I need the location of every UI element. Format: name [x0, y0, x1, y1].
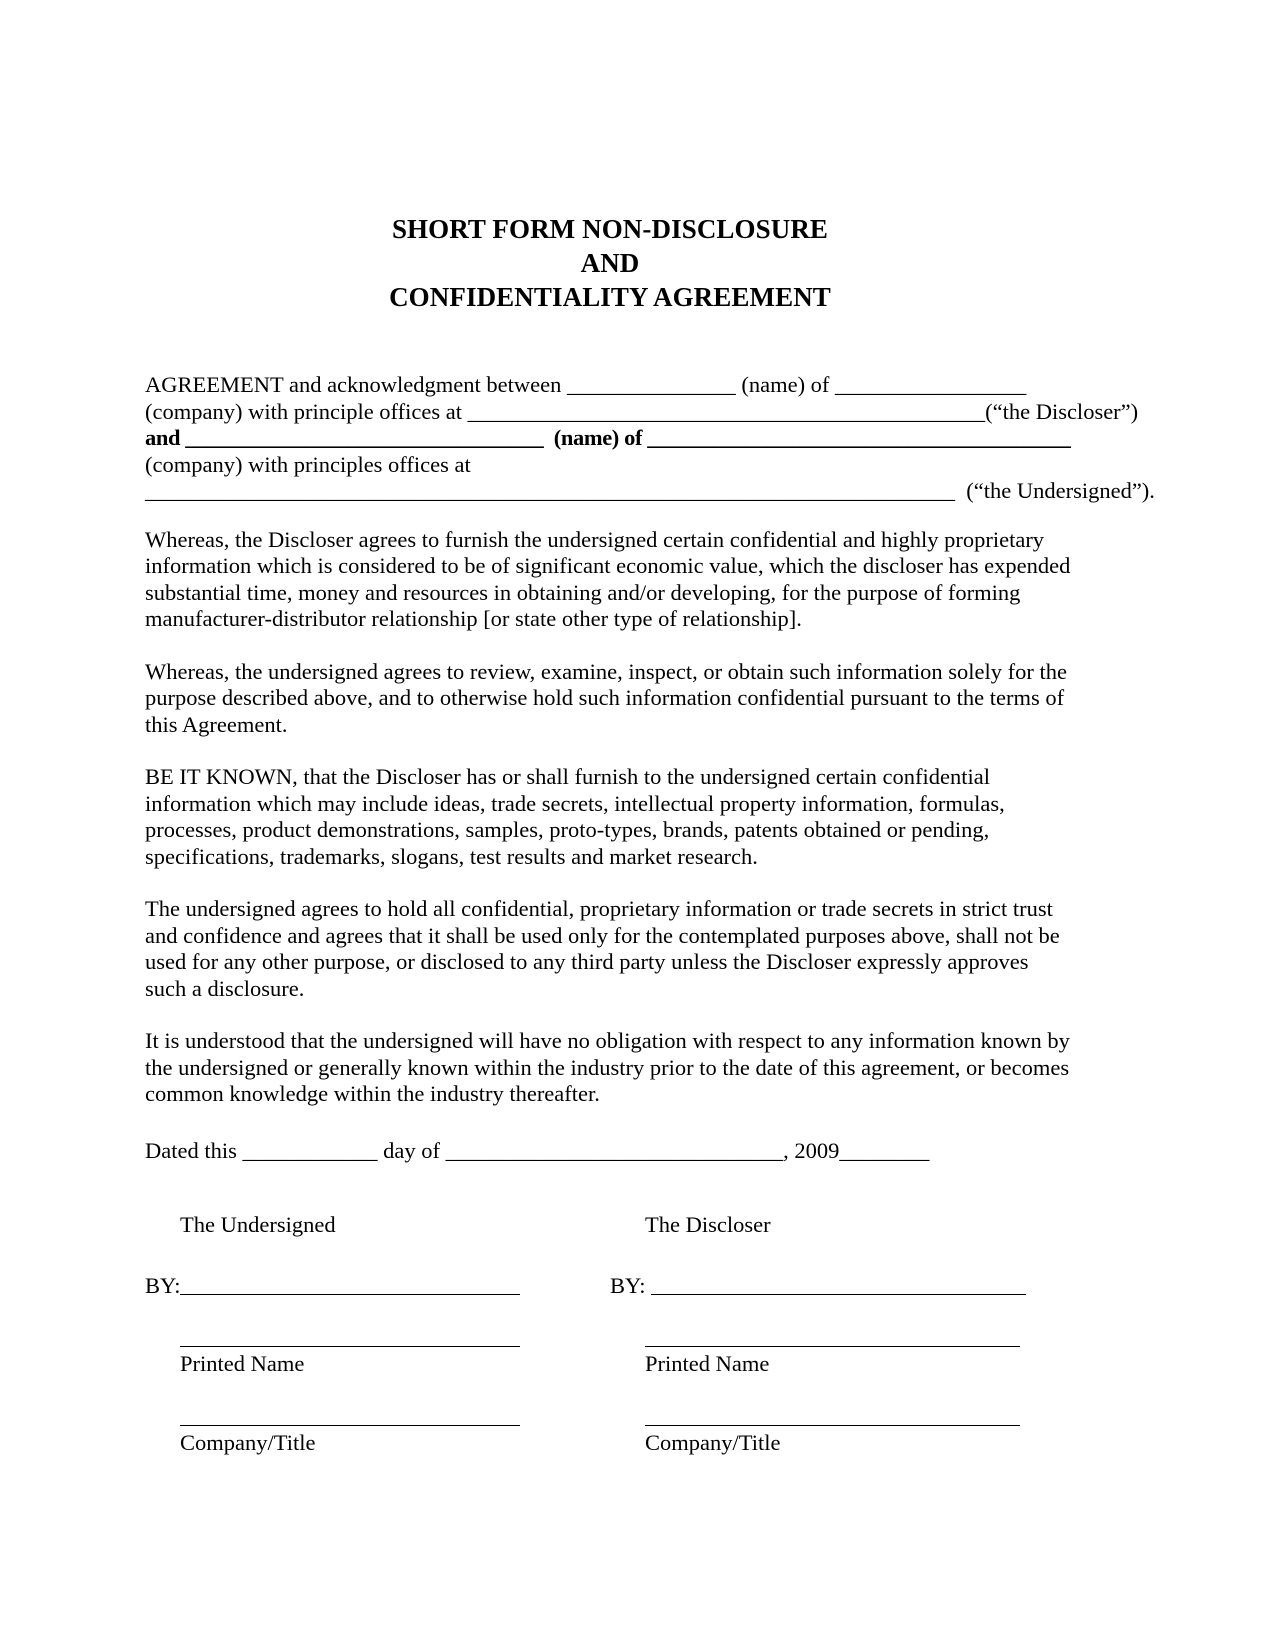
signature-line-discloser[interactable] [651, 1294, 1026, 1295]
signature-block [145, 1212, 1075, 1456]
printed-name-field-discloser [610, 1298, 1075, 1377]
signature-by-row [145, 1274, 1075, 1298]
printed-name-caption-undersigned: Printed Name [180, 1351, 305, 1376]
by-field-discloser [610, 1274, 1075, 1298]
printed-name-line-discloser[interactable] [645, 1346, 1020, 1347]
company-title-caption-undersigned: Company/Title [180, 1430, 316, 1455]
preamble-line-undersigned-name: and _________________________________ (name) of _______________________________________ [145, 425, 1071, 450]
printed-name-row [145, 1298, 1075, 1377]
company-title-caption-discloser: Company/Title [645, 1430, 781, 1455]
preamble-line-undersigned-company: (company) with principles offices at [145, 451, 471, 477]
preamble-line-parties: AGREEMENT and acknowledgment between _______________ (name) of _________________ [145, 372, 1027, 397]
company-title-line-undersigned[interactable] [180, 1425, 520, 1426]
title-line-3: CONFIDENTIALITY AGREEMENT [389, 282, 831, 312]
signature-heading-discloser: The Discloser [645, 1212, 771, 1237]
by-label-discloser: BY: [610, 1273, 652, 1298]
paragraph-be-it-known: BE IT KNOWN, that the Discloser has or shall furnish to the undersigned certain confidential information which may include ideas, trade secrets, intellectual property information, formulas, processes, product demonstrations, samples, proto-types, brands, patents obtained or pending, specifications, trademarks, slogans, test results and market research. [145, 764, 1005, 869]
by-label-undersigned: BY: [145, 1273, 181, 1298]
signature-headings-row [145, 1212, 1075, 1274]
paragraph-whereas-discloser: Whereas, the Discloser agrees to furnish the undersigned certain confidential and highly proprietary information which is considered to be of significant economic value, which the discloser has expended substantial time, money and resources in obtaining and/or developing, for the purpose of forming manufacturer-distributor relationship [or state other type of relationship]. [145, 526, 1071, 631]
title-line-1: SHORT FORM NON-DISCLOSURE [391, 214, 829, 244]
printed-name-field-undersigned [145, 1298, 610, 1377]
preamble-section [145, 372, 1155, 505]
printed-name-line-undersigned[interactable] [180, 1346, 520, 1347]
by-field-undersigned [145, 1274, 610, 1298]
preamble-line-undersigned-offices: ________________________________________________________________________ (“the Undersigned”). [145, 478, 1155, 503]
signature-column-undersigned [145, 1212, 610, 1274]
signature-heading-undersigned: The Undersigned [180, 1212, 336, 1237]
company-title-line-discloser[interactable] [645, 1425, 1020, 1426]
paragraph-whereas-undersigned: Whereas, the undersigned agrees to review, examine, inspect, or obtain such information solely for the purpose described above, and to otherwise hold such information confidential pursuant to the terms of this Agreement. [145, 658, 1067, 737]
paragraph-strict-trust: The undersigned agrees to hold all confidential, proprietary information or trade secrets in strict trust and confidence and agrees that it shall be used only for the contemplated purposes above, shall not be used for any other purpose, or disclosed to any third party unless the Discloser expressly approves such a disclosure. [145, 896, 1060, 1001]
preamble-line-discloser-offices: (company) with principle offices at ______________________________________________(“the Discloser”) [145, 398, 1139, 424]
dated-line: Dated this ____________ day of ______________________________, 2009________ [145, 1137, 930, 1163]
document-content [145, 0, 1155, 1456]
company-title-row [145, 1377, 1075, 1456]
body-section [145, 527, 1075, 1108]
signature-line-undersigned[interactable] [180, 1294, 520, 1295]
paragraph-no-obligation: It is understood that the undersigned will have no obligation with respect to any information known by the undersigned or generally known within the industry prior to the date of this agreement, or becomes common knowledge within the industry thereafter. [145, 1028, 1070, 1106]
company-title-field-discloser [610, 1377, 1075, 1456]
document-title [145, 212, 1075, 314]
signature-column-discloser [610, 1212, 1075, 1274]
printed-name-caption-discloser: Printed Name [645, 1351, 770, 1376]
company-title-field-undersigned [145, 1377, 610, 1456]
title-line-2: AND [580, 248, 640, 278]
